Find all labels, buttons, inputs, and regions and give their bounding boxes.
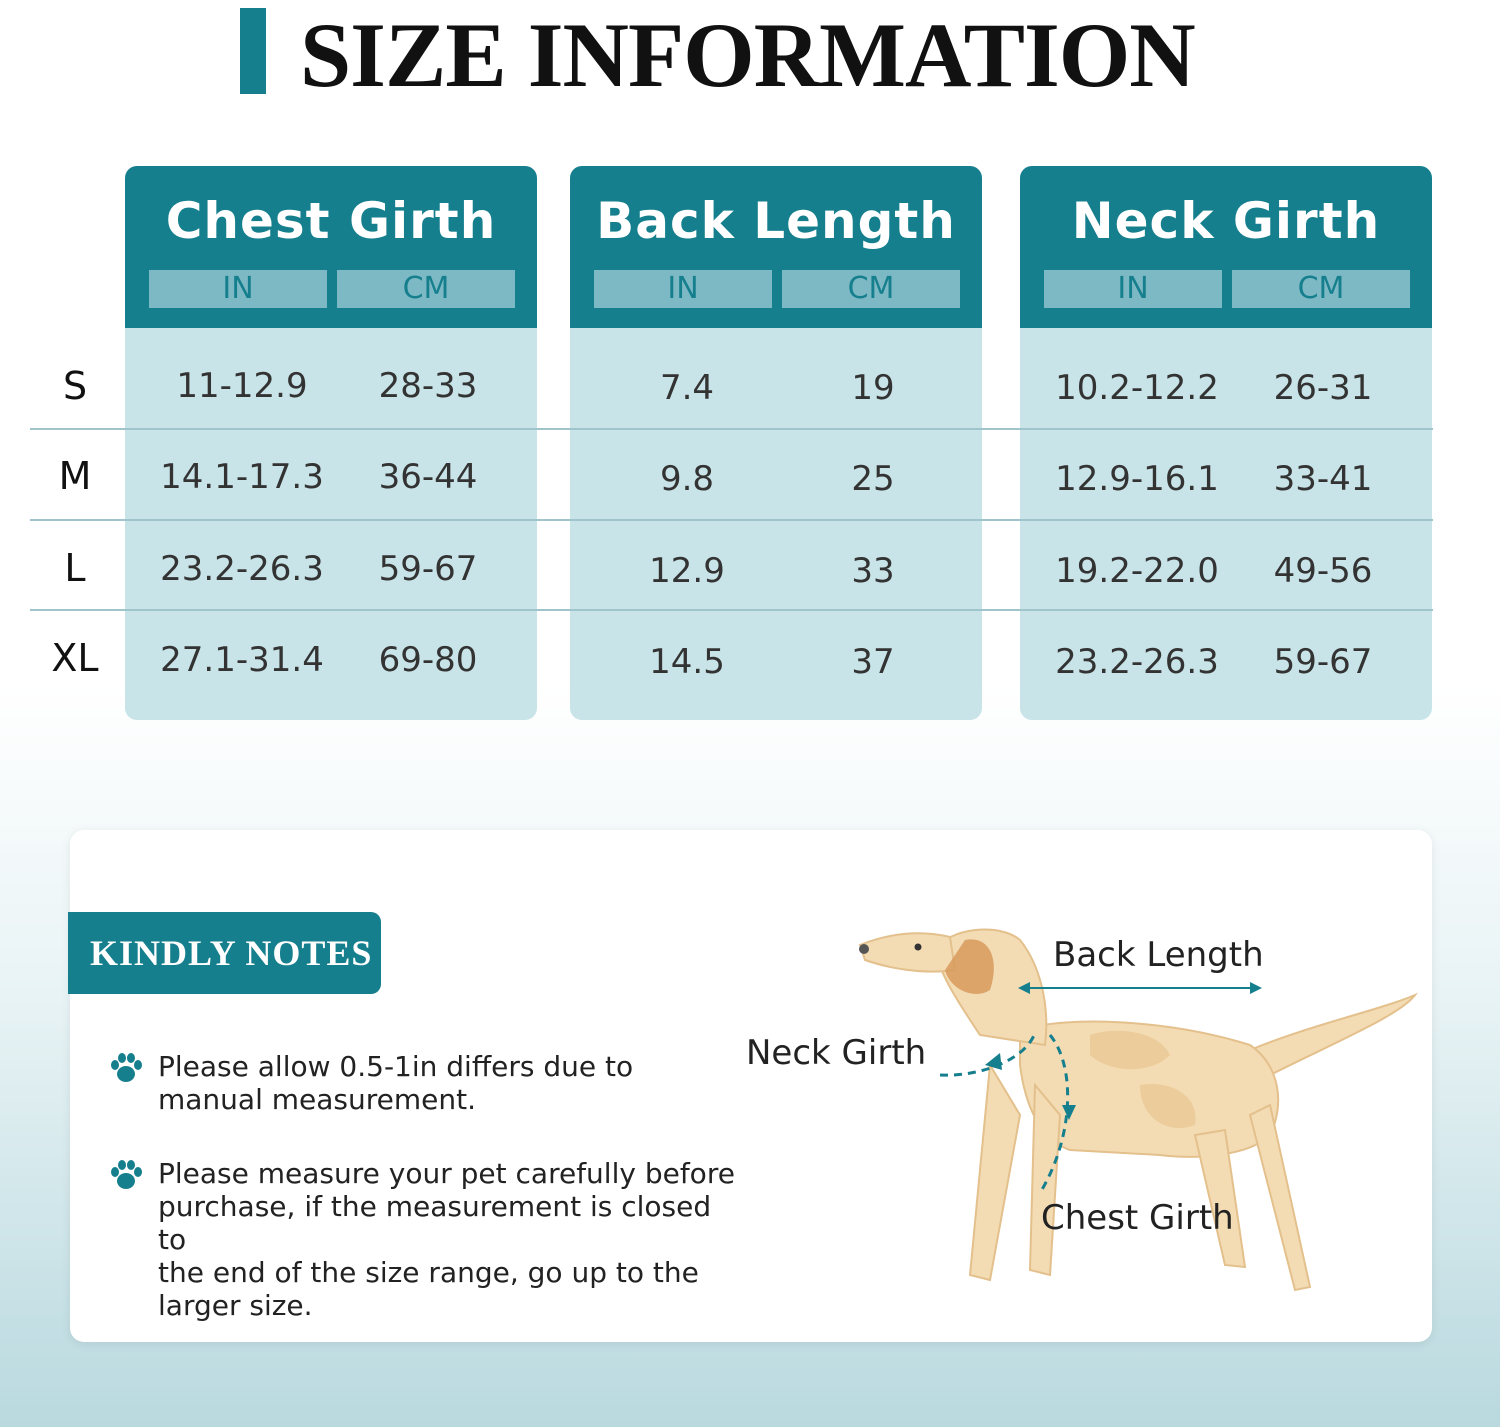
column-title: Neck Girth (1071, 192, 1381, 250)
back-length-label: Back Length (1053, 935, 1264, 975)
title-accent-bar (240, 8, 266, 94)
row-divider (30, 609, 1433, 611)
unit-in: IN (1044, 270, 1222, 308)
unit-cm: CM (337, 270, 515, 308)
table-cell: 33-41 (1273, 459, 1373, 499)
table-cell: 28-33 (378, 366, 478, 406)
column-header (125, 166, 537, 328)
table-cell: 14.5 (649, 642, 725, 682)
table-cell: 23.2-26.3 (160, 549, 324, 589)
table-cell: 69-80 (378, 640, 478, 680)
note-line: Please measure your pet carefully before (158, 1157, 735, 1190)
unit-cm: CM (1232, 270, 1410, 308)
size-label: XL (51, 636, 99, 680)
table-cell: 59-67 (378, 549, 478, 589)
chest-girth-column (125, 166, 537, 720)
neck-girth-label: Neck Girth (746, 1033, 927, 1073)
unit-in: IN (149, 270, 327, 308)
table-cell: 23.2-26.3 (1055, 642, 1219, 682)
row-divider (30, 519, 1433, 521)
notes-heading-tag (68, 912, 381, 994)
table-cell: 12.9 (649, 551, 725, 591)
note-item (158, 1050, 748, 1116)
table-cell: 25 (851, 459, 895, 499)
neck-girth-column (1020, 166, 1432, 720)
column-title: Chest Girth (165, 192, 497, 250)
notes-heading: KINDLY NOTES (90, 933, 373, 973)
table-cell: 49-56 (1273, 551, 1373, 591)
page-title: SIZE INFORMATION (300, 4, 1195, 106)
table-cell: 26-31 (1273, 368, 1373, 408)
column-header (1020, 166, 1432, 328)
note-line: Please allow 0.5-1in differs due to (158, 1050, 634, 1083)
table-cell: 7.4 (659, 368, 715, 408)
unit-cm: CM (782, 270, 960, 308)
table-cell: 10.2-12.2 (1055, 368, 1219, 408)
paw-icon (108, 1050, 144, 1086)
back-length-column (570, 166, 982, 720)
table-cell: 9.8 (659, 459, 715, 499)
table-cell: 59-67 (1273, 642, 1373, 682)
chest-girth-label: Chest Girth (1041, 1198, 1234, 1238)
row-divider (30, 428, 1433, 430)
dog-illustration (840, 915, 1430, 1315)
table-cell: 36-44 (378, 457, 478, 497)
table-cell: 19 (851, 368, 895, 408)
column-title: Back Length (596, 192, 956, 250)
table-cell: 19.2-22.0 (1055, 551, 1219, 591)
table-cell: 27.1-31.4 (160, 640, 324, 680)
size-label: L (64, 546, 86, 590)
paw-icon (108, 1157, 144, 1193)
note-item (158, 1157, 748, 1322)
note-line: the end of the size range, go up to the (158, 1256, 699, 1289)
table-cell: 12.9-16.1 (1055, 459, 1219, 499)
unit-in: IN (594, 270, 772, 308)
table-cell: 37 (851, 642, 895, 682)
table-cell: 14.1-17.3 (160, 457, 324, 497)
note-line: larger size. (158, 1289, 313, 1322)
note-line: purchase, if the measurement is closed to (158, 1190, 712, 1256)
size-label: S (62, 364, 88, 408)
size-label: M (58, 454, 92, 498)
note-line: manual measurement. (158, 1083, 477, 1116)
table-cell: 33 (851, 551, 895, 591)
table-cell: 11-12.9 (176, 366, 308, 406)
column-header (570, 166, 982, 328)
